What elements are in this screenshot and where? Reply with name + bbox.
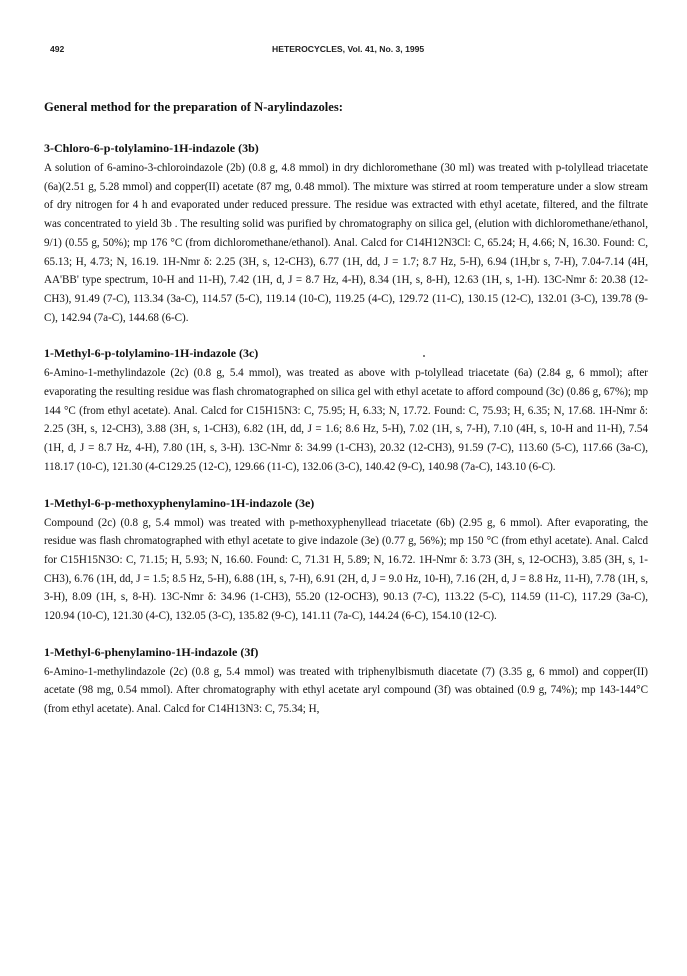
section-body: 6-Amino-1-methylindazole (2c) (0.8 g, 5.4 mmol) was treated with triphenylbismuth diacetate (7) (3.35 g, 6 mmol) and copper(II) acetate (98 mg, 0.54 mmol). After chromatography with ethyl acetate aryl compound (3f) was obtained (0.9 g, 74%); mp 143-144°C (from ethyl acetate). Anal. Calcd for C14H13N3: C, 75.34; H, xyxy=(44,665,648,716)
section-title: 1-Methyl-6-p-methoxyphenylamino-1H-indazole (3e) xyxy=(44,495,315,510)
section-title: 1-Methyl-6-phenylamino-1H-indazole (3f) xyxy=(44,644,259,659)
section-3e xyxy=(44,496,648,626)
section-body: A solution of 6-amino-3-chloroindazole (2b) (0.8 g, 4.8 mmol) in dry dichloromethane (30 ml) was treated with p-tolyllead triacetate (6a)(2.51 g, 5.28 mmol) and copper(II) acetate (87 mg, 0.48 mmol). The mixture was stirred at room temperature under a slow stream of dry nitrogen for 4 h and evaporated under reduced pressure. The residue was extracted with ethyl acetate, filtered, and the filtrate was concentrated to yield 3b . The resulting solid was purified by chromatography on silica gel, (elution with dichloromethane/ethanol, 9/1) (0.55 g, 50%); mp 176 °C (from dichloromethane/ethanol). Anal. Calcd for C14H12N3Cl: C, 65.24; H, 4.66; N, 16.30. Found: C, 65.13; H, 4.73; N, 16.19. 1H-Nmr δ: 2.25 (3H, s, 12-CH3), 6.77 (1H, dd, J = 1.7; 8.7 Hz, 5-H), 6.94 (1H,br s, 7-H), 7.04-7.14 (4H, AA'BB' type spectrum, 10-H and 11-H), 7.42 (1H, d, J = 8.7 Hz, 4-H), 8.34 (1H, s, 8-H), 12.63 (1H, s, 1-H). 13C-Nmr δ: 20.38 (12-CH3), 91.49 (7-C), 113.34 (3a-C), 114.57 (5-C), 119.14 (10-C), 119.25 (4-C), 129.72 (11-C), 130.15 (12-C), 132.01 (3-C), 139.78 (9-C), 142.94 (7a-C), 144.68 (6-C). xyxy=(44,162,648,324)
print-speck xyxy=(423,355,425,357)
section-title: 1-Methyl-6-p-tolylamino-1H-indazole (3c) xyxy=(44,346,259,361)
article-body xyxy=(44,100,648,738)
section-3c xyxy=(44,346,648,476)
section-body: 6-Amino-1-methylindazole (2c) (0.8 g, 5.4 mmol), was treated as above with p-tolyllead triacetate (6a) (2.84 g, 6 mmol); after evaporating the resulting residue was flash chromatographed on silica gel with ethyl acetate to afford compound (3c) (0.86 g, 67%); mp 144 °C (from ethyl acetate). Anal. Calcd for C15H15N3: C, 75.95; H, 6.33; N, 17.72. Found: C, 75.93; H, 6.35; N, 17.68. 1H-Nmr δ: 2.25 (3H, s, 12-CH3), 3.88 (3H, s, 1-CH3), 6.82 (1H, dd, J = 1.6; 8.6 Hz, 5-H), 7.02 (1H, s, 7-H), 7.10 (4H, s, 10-H and 11-H), 7.54 (1H, d, J = 8.7 Hz, 4-H), 7.80 (1H, s, 3-H). 13C-Nmr δ: 34.99 (1-CH3), 20.32 (12-CH3), 91.59 (7-C), 113.60 (5-C), 117.66 (3a-C), 118.17 (10-C), 121.30 (4-C129.25 (12-C), 129.66 (11-C), 132.06 (3-C), 140.42 (9-C), 140.98 (7a-C), 143.10 (6-C). xyxy=(44,367,648,473)
method-heading: General method for the preparation of N-arylindazoles: xyxy=(44,100,343,114)
section-3f xyxy=(44,645,648,719)
section-body: Compound (2c) (0.8 g, 5.4 mmol) was treated with p-methoxyphenyllead triacetate (6b) (2.95 g, 6 mmol). After evaporating, the residue was flash chromatographed with ethyl acetate to give indazole (3e) (0.77 g, 56%); mp 150 °C (from ethyl acetate). Anal. Calcd for C15H15N3O: C, 71.15; H, 5.93; N, 16.60. Found: C, 71.31 H, 5.89; N, 16.72. 1H-Nmr δ: 3.73 (3H, s, 12-OCH3), 3.85 (3H, s, 1-CH3), 6.76 (1H, dd, J = 1.5; 8.5 Hz, 5-H), 6.88 (1H, s, 7-H), 6.91 (2H, d, J = 9.0 Hz, 10-H), 7.16 (2H, d, J = 8.8 Hz, 11-H), 7.78 (1H, s, 3-H), 8.09 (1H, s, 8-H). 13C-Nmr δ: 34.96 (1-CH3), 55.20 (12-OCH3), 90.13 (7-C), 113.22 (5-C), 114.59 (11-C), 117.29 (3a-C), 120.94 (10-C), 121.30 (4-C), 132.05 (3-C), 135.82 (9-C), 141.11 (7a-C), 144.24 (6-C), 154.10 (12-C). xyxy=(44,516,648,623)
section-title: 3-Chloro-6-p-tolylamino-1H-indazole (3b) xyxy=(44,141,259,155)
section-3b xyxy=(44,141,648,327)
page-number: 492 xyxy=(50,44,65,54)
journal-citation: HETEROCYCLES, Vol. 41, No. 3, 1995 xyxy=(272,44,425,54)
